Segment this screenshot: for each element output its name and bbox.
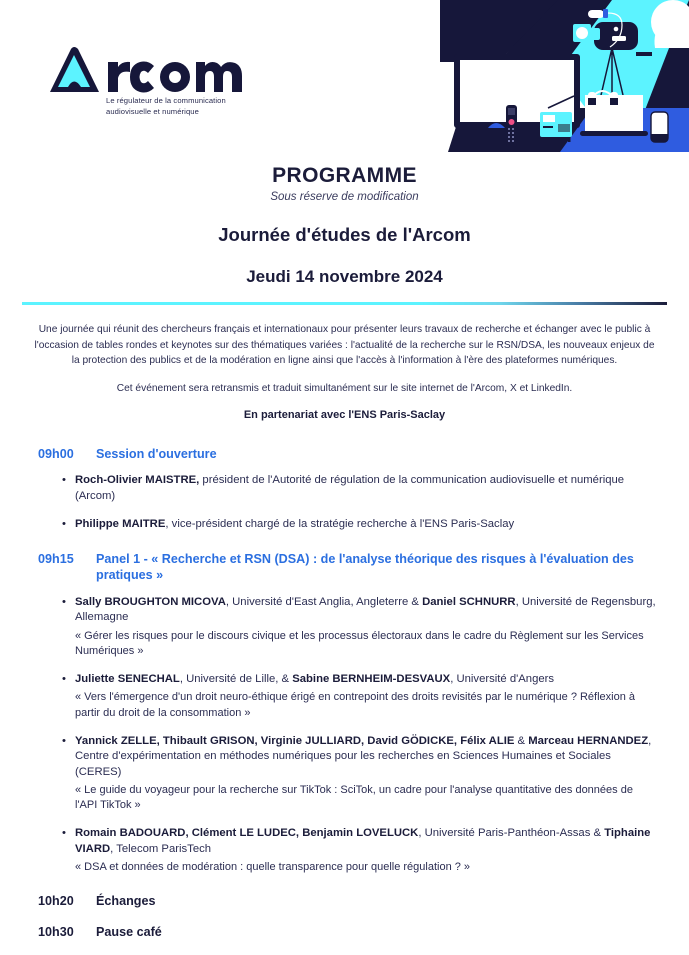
speaker-name-2: Sabine BERNHEIM-DESVAUX	[292, 672, 451, 685]
bullet-icon: •	[62, 474, 66, 487]
speaker-affiliation-2: , Centre d'expérimentation en méthodes numériques pour les recherches en Sciences Humaines et Sociales (CERES)	[75, 734, 652, 778]
schedule-slot-1030	[38, 924, 656, 941]
talk-title: « Vers l'émergence d'un droit neuro-éthique érigé en contrepoint des droits revisités par le numérique ? Réflexion à partir du droit de la consommation »	[75, 691, 636, 719]
speaker-line	[38, 473, 656, 504]
list-item	[38, 595, 656, 659]
slot-time: 09h00	[38, 446, 74, 461]
list-item	[38, 517, 656, 532]
slot-title: Pause café	[96, 924, 162, 939]
speaker-affiliation-2: , Telecom ParisTech	[110, 842, 212, 855]
slot-title: Session d'ouverture	[96, 446, 217, 461]
bullet-icon: •	[62, 518, 66, 531]
talk-title: « Gérer les risques pour le discours civique et les processus électoraux dans le cadre du Règlement sur les Services Numériques »	[75, 629, 644, 657]
speaker-name: Juliette SENECHAL	[75, 672, 180, 685]
bullet-icon: •	[62, 827, 66, 840]
speaker-affiliation-2: , Université de Regensburg, Allemagne	[75, 595, 656, 624]
intro-block	[30, 322, 659, 424]
media-devices-illustration	[440, 0, 689, 160]
speaker-affiliation: , Université d'East Anglia, Angleterre &	[225, 595, 423, 608]
list-item	[38, 473, 656, 504]
speaker-affiliation: , vice-président chargé de la stratégie recherche à l'ENS Paris-Saclay	[165, 518, 515, 531]
gradient-divider	[22, 302, 667, 305]
speaker-line	[38, 517, 656, 532]
bullet-icon: •	[62, 595, 66, 608]
logo-tagline: Le régulateur de la communication audiovisuelle et numérique	[106, 96, 226, 116]
speaker-name-2: Marceau HERNANDEZ	[528, 734, 649, 747]
speaker-name: Philippe MAITRE	[75, 518, 166, 531]
page-title: PROGRAMME	[272, 164, 417, 187]
speaker-name-2: Daniel SCHNURR	[422, 595, 516, 608]
speaker-affiliation: , Université Paris-Panthéon-Assas &	[418, 827, 605, 840]
slot-title: Échanges	[96, 894, 156, 909]
slot-heading	[38, 551, 656, 584]
bullet-icon: •	[62, 672, 66, 685]
speaker-line	[38, 672, 656, 687]
slot-time: 09h15	[38, 551, 74, 566]
spacer	[38, 910, 656, 924]
speaker-list	[38, 595, 656, 876]
speaker-name-2: Tiphaine VIARD	[75, 827, 651, 855]
speaker-name: Romain BADOUARD, Clément LE LUDEC, Benjamin LOVELUCK	[75, 827, 419, 840]
speaker-line	[38, 734, 656, 780]
slot-time: 10h30	[38, 924, 74, 939]
speaker-affiliation-2: , Université d'Angers	[450, 672, 555, 685]
list-item	[38, 826, 656, 875]
spacer	[38, 875, 656, 893]
arcom-logo	[48, 46, 308, 117]
schedule-slot-0915	[38, 551, 656, 876]
speaker-line	[38, 826, 656, 857]
event-date: Jeudi 14 novembre 2024	[246, 267, 443, 286]
slot-title: Panel 1 - « Recherche et RSN (DSA) : de l'analyse théorique des risques à l'évaluation des pratiques »	[96, 551, 634, 583]
talk-title: « Le guide du voyageur pour la recherche sur TikTok : SciTok, un cadre pour l'analyse quantitative des données de l'API TikTok »	[75, 783, 633, 812]
slot-heading	[38, 446, 656, 463]
bullet-icon: •	[62, 734, 66, 747]
speaker-affiliation: , Université de Lille, &	[179, 672, 293, 685]
schedule-slot-1020	[38, 893, 656, 910]
speaker-name: Roch-Olivier MAISTRE,	[75, 474, 200, 487]
slot-time: 10h20	[38, 894, 74, 909]
schedule-slot-0900	[38, 446, 656, 533]
partnership-line: En partenariat avec l'ENS Paris-Saclay	[243, 409, 446, 422]
speaker-list	[38, 473, 656, 532]
list-item	[38, 734, 656, 814]
spacer	[38, 533, 656, 551]
program-schedule	[38, 446, 656, 940]
page-header	[0, 0, 689, 160]
slot-heading	[38, 893, 656, 910]
slot-heading	[38, 924, 656, 941]
title-block	[0, 164, 689, 288]
intro-paragraph-2: Cet événement sera retransmis et traduit simultanément sur le site internet de l'Arcom, X et LinkedIn.	[116, 382, 573, 394]
speaker-name: Yannick ZELLE, Thibault GRISON, Virginie JULLIARD, David GÖDICKE, Félix ALIE	[75, 734, 515, 747]
arcom-wordmark-icon	[48, 46, 254, 94]
intro-paragraph-1: Une journée qui réunit des chercheurs français et internationaux pour présenter leurs travaux de recherche et échanger avec le public à l'occasion de tables rondes et keynotes sur des thématiques variées : l'actualité de la recherche sur le RSN/DSA, les nouveaux enjeux de la protection des publics et de la modération en ligne ainsi que l'accès à l'information à l'ère des plateformes numériques.	[34, 324, 655, 367]
speaker-affiliation: président de l'Autorité de régulation de la communication audiovisuelle et numérique (Arcom)	[75, 474, 625, 502]
speaker-affiliation: &	[514, 734, 529, 747]
talk-title: « DSA et données de modération : quelle transparence pour quelle régulation ? »	[75, 861, 471, 874]
speaker-name: Sally BROUGHTON MICOVA	[75, 595, 226, 608]
event-title: Journée d'études de l'Arcom	[218, 224, 471, 245]
list-item	[38, 672, 656, 721]
title-subtitle: Sous réserve de modification	[270, 191, 419, 203]
speaker-line	[38, 595, 656, 626]
